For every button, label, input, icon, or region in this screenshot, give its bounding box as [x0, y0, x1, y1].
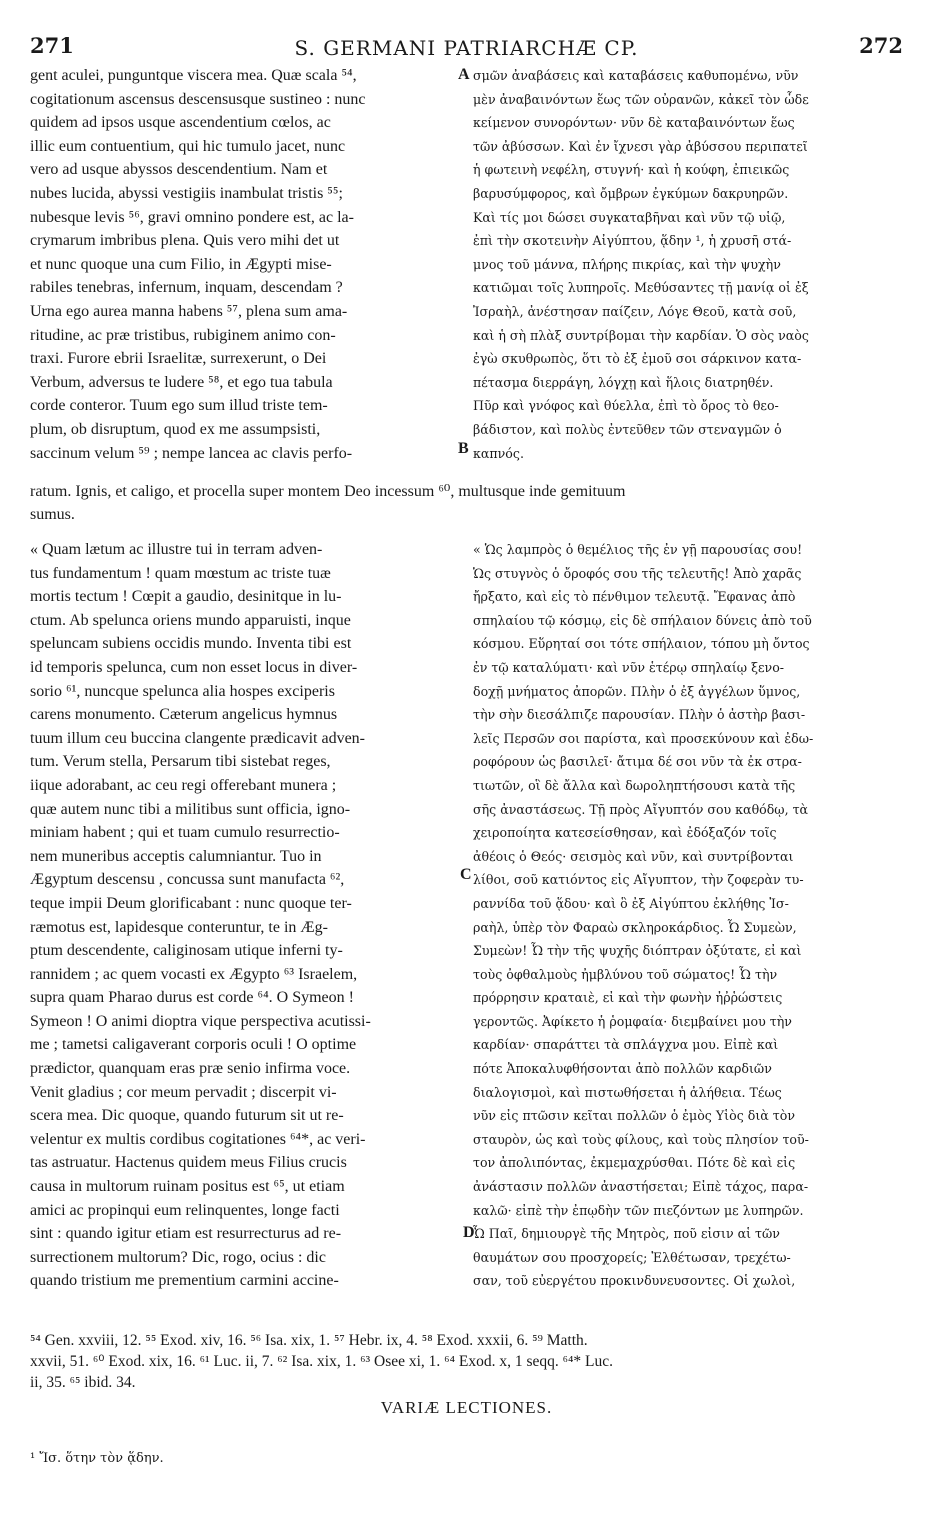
text-line: πέτασμα διερράγη, λόγχῃ καὶ ἥλοις διατρηθέν. — [473, 374, 774, 390]
text-line: xxvii, 51. ⁶⁰ Exod. xix, 16. ⁶¹ Luc. ii, 7. ⁶² Isa. xix, 1. ⁶³ Osee xi, 1. ⁶⁴ Exod. x, 1 seqq. ⁶⁴* Luc. — [30, 1353, 614, 1370]
text-line: λίθοι, σοῦ κατιόντος εἰς Αἴγυπτον, τὴν ζοφερὰν τυ- — [473, 872, 804, 888]
text-line: ἐν τῷ καταλύματι· καὶ νῦν ἑτέρῳ σπηλαίῳ ξενο- — [473, 659, 785, 675]
text-line: γεροντῶς. Ἀφίκετο ἡ ῥομφαία· διεμβαίνει μου τὴν — [473, 1013, 792, 1029]
text-line: Πῦρ καὶ γνόφος καὶ θύελλα, ἐπὶ τὸ ὄρος τὸ θεο- — [473, 398, 779, 414]
text-line: traxi. Furore ebrii Israelitæ, surrexerunt, o Dei — [30, 350, 327, 368]
text-line: Ὦ Παῖ, δημιουργὲ τῆς Μητρὸς, ποῦ εἰσιν αἱ τῶν — [473, 1226, 780, 1242]
text-line: ctum. Ab spelunca oriens mundo apparuisti, inque — [30, 611, 351, 629]
text-line: καλῶ· εἰπὲ τὴν ἐπῳδὴν τῶν πιεζόντων με λυπηρῶν. — [473, 1202, 804, 1218]
text-line: cogitationum ascensus descensusque sustineo : nunc — [30, 90, 366, 108]
text-line: supra quam Pharao durus est corde ⁶⁴. O Symeon ! — [30, 989, 354, 1007]
variae-lectiones-title: VARIÆ LECTIONES. — [380, 1398, 553, 1417]
text-line: Ἰσραὴλ, ἀνέστησαν παίζειν, Λόγε Θεοῦ, κατὰ σοῦ, — [473, 303, 797, 319]
text-line: « Quam lætum ac illustre tui in terram adven- — [30, 541, 323, 558]
text-line: λεῖς Περσῶν σοι παρίστα, καὶ προσεκύνουν καὶ ἐδω- — [473, 730, 814, 746]
latin-column-top — [30, 64, 455, 465]
text-line: ραὴλ, ὑπὲρ τὸν Φαραὼ σκληροκάρδιος. Ὦ Συμεὼν, — [473, 919, 797, 935]
text-line: ραννίδα τοῦ ᾅδου· καὶ ὃ ἐξ Αἰγύπτου ἐκλήθης Ἰσ- — [473, 895, 789, 911]
text-line: βάδιστον, καὶ πολὺς ἐντεῦθεν τῶν στεναγμῶν ὁ — [473, 421, 782, 437]
text-line: quidem ad ipsos usque ascendentium cœlos, ac — [30, 114, 331, 132]
text-line: Ὡς στυγνὸς ὁ ὄροφός σου τῆς τελευτῆς! Ἀπὸ χαρᾶς — [473, 565, 802, 581]
text-line: χειροποίητα κατεσείσθησαν, καὶ ἐδόξαζόν τοῖς — [473, 825, 777, 841]
text-line: Συμεὼν! Ὦ τὴν τῆς ψυχῆς διόπτραν ὀξύτατε, εἰ καὶ — [473, 943, 802, 959]
greek-column-top — [473, 64, 905, 465]
text-line: Venit gladius ; cor meum pervadit ; discerpit vi- — [30, 1083, 337, 1101]
text-line: nubes lucida, abyssi vestigiis inambulat tristis ⁵⁵; — [30, 184, 343, 202]
footnotes — [30, 1330, 903, 1393]
latin-column-bottom — [30, 538, 455, 1293]
text-line: miniam habent ; qui et tuam cumulo resurrectio- — [30, 824, 340, 842]
text-line: carens monumento. Cæterum angelicus hymnus — [30, 706, 338, 724]
text-line: ptum descendente, caliginosam utique inferni ty- — [30, 942, 343, 960]
text-line: nem muneribus acceptis calumniantur. Tuo in — [30, 847, 322, 865]
text-line: ⁵⁴ Gen. xxviii, 12. ⁵⁵ Exod. xiv, 16. ⁵⁶ Isa. xix, 1. ⁵⁷ Hebr. ix, 4. ⁵⁸ Exod. xxxii, 6. ⁵⁹ Matth. — [30, 1332, 588, 1349]
text-line: τον ἀπολιπόντας, ἐκμεμαχρύσθαι. Πότε δὲ καὶ εἰς — [473, 1155, 796, 1171]
text-line: iique adorabant, ac ceu regi offerebant munera ; — [30, 776, 337, 794]
text-line: ἐπὶ τὴν σκοτεινὴν Αἰγύπτου, ᾅδην ¹, ἡ χρυσῆ στά- — [473, 233, 792, 249]
greek-column-bottom — [473, 538, 905, 1293]
text-line: ii, 35. ⁶⁵ ibid. 34. — [30, 1374, 136, 1391]
text-line: vero ad usque abyssos descendentium. Nam et — [30, 161, 328, 179]
text-line: corde conteror. Tuum ego sum illud triste tem- — [30, 397, 328, 415]
text-line: νῦν εἰς πτῶσιν κεῖται πολλῶν ὁ ἐμὸς Υἱὸς διὰ τὸν — [473, 1108, 795, 1124]
margin-marker-a: A — [458, 66, 470, 83]
text-line: tum. Verum stella, Persarum tibi sistebat reges, — [30, 753, 331, 771]
text-line: ræmotus est, lapidesque conteruntur, te in Æg- — [30, 918, 328, 936]
text-line: crymarum imbribus plena. Quis vero mihi det ut — [30, 232, 340, 250]
running-head: S. GERMANI PATRIARCHÆ CP. — [294, 36, 639, 60]
text-line: id temporis spelunca, cum non esset locus in diver- — [30, 658, 358, 676]
text-line: σταυρὸν, ὡς καὶ τοὺς φίλους, καὶ τοὺς πλησίον τοῦ- — [473, 1131, 809, 1147]
text-line: tus fundamentum ! quam mœstum ac triste tuæ — [30, 564, 331, 582]
text-line: ἀνάστασιν πολλῶν ἀναστήσεται; Εἰπὲ τάχος, παρα- — [473, 1179, 809, 1195]
text-line: quæ autem nunc tibi a militibus sunt officia, igno- — [30, 800, 351, 818]
text-line: ἤρξατο, καὶ εἰς τὸ πένθιμον τελευτᾷ. Ἔφανας ἀπὸ — [473, 589, 796, 605]
text-line: θαυμάτων σου προσχορείς; Ἐλθέτωσαν, τρεχέτω- — [473, 1249, 791, 1265]
text-line: τῶν ἀβύσσων. Καὶ ἐν ἴχνεσι γὰρ ἀβύσσου περιπατεῖ — [473, 138, 808, 154]
text-line: σμῶν ἀναβάσεις καὶ καταβάσεις καθυπομένω, νῦν — [473, 68, 799, 83]
text-line: tas astruatur. Hactenus quidem meus Filius crucis — [30, 1154, 347, 1172]
text-line: nubesque levis ⁵⁶, gravi omnino pondere est, ac la- — [30, 208, 354, 226]
text-line: « Ὡς λαμπρὸς ὁ θεμέλιος τῆς ἐν γῇ παρουσίας σου! — [473, 542, 803, 557]
text-line: βαρυσύμφορος, καὶ ὄμβρων ἐγκύμων δακρυηρῶν. — [473, 185, 789, 201]
text-line: τιωτῶν, οἳ δὲ ἄλλα καὶ δωροληπτήσουσι κατὰ τῆς — [473, 777, 796, 793]
text-line: Ægyptum descensu , concussa sunt manufacta ⁶², — [30, 871, 345, 889]
variae-lectiones-note: ¹ Ἴσ. ὅτην τὸν ᾅδην. — [30, 1451, 164, 1466]
text-line: saccinum velum ⁵⁹ ; nempe lancea ac clavis perfo- — [30, 444, 353, 462]
text-line: σῆς ἀναστάσεως. Τῇ πρὸς Αἴγυπτόν σου καθόδῳ, τὰ — [473, 801, 809, 817]
text-line: σπηλαίου τῷ κόσμῳ, εἰς δὲ σπήλαιον δύνεις ἀπὸ τοῦ — [473, 612, 812, 628]
text-line: Verbum, adversus te ludere ⁵⁸, et ego tua tabula — [30, 373, 333, 391]
text-line: ἡ φωτεινὴ νεφέλη, στυγνή· καὶ ἡ κούφη, ἐπιεικῶς — [473, 162, 790, 178]
text-line: καὶ ἡ σὴ πλὰξ συντρίβομαι τὴν καρδίαν. Ὁ σὸς ναὸς — [473, 327, 809, 343]
margin-marker-d: D — [463, 1224, 475, 1241]
text-line: Καὶ τίς μοι δώσει συγκαταβῆναι καὶ νῦν τῷ υἱῷ, — [473, 209, 786, 225]
text-line: speluncam subiens occidis mundo. Inventa tibi est — [30, 635, 352, 653]
text-line: μὲν ἀναβαινόντων ἕως τῶν οὐρανῶν, κἀκεῖ τὸν ὧδε — [473, 91, 809, 107]
full-width-line: ratum. Ignis, et caligo, et procella super montem Deo incessum ⁶⁰, multusque inde gemituum — [30, 483, 626, 500]
text-line: κατιῶμαι τοῖς λυπηροῖς. Μεθύσαντες τῇ μανίᾳ οἱ ἐξ — [473, 280, 809, 296]
text-line: quando tristium me prementium carmini accine- — [30, 1272, 339, 1290]
text-line: tuum illum ceu buccina clangente prædicavit adven- — [30, 729, 365, 747]
text-line: διαλογισμοὶ, καὶ πιστωθήσεται ἡ ἀλήθεια. Τέως — [473, 1084, 782, 1100]
text-line: Urna ego aurea manna habens ⁵⁷, plena sum ama- — [30, 302, 348, 320]
text-line: me ; tametsi caligaverant corporis oculi ! O optime — [30, 1036, 357, 1054]
text-line: rabiles tenebras, infernum, inquam, descendam ? — [30, 279, 343, 297]
text-line: rannidem ; ac quem vocasti ex Ægypto ⁶³ Israelem, — [30, 965, 358, 983]
text-line: κείμενον συνορόντων· νῦν δὲ καταβαινόντων ἕως — [473, 115, 795, 131]
text-line: δοχῇ μνήματος ἀπορῶν. Πλὴν ὁ ἐξ ἀγγέλων ὕμνος, — [473, 683, 801, 699]
text-line: amici ac propinqui eum relinquentes, longe facti — [30, 1201, 340, 1219]
text-line: gent aculei, punguntque viscera mea. Quæ scala ⁵⁴, — [30, 67, 357, 84]
text-line: ἐγὼ σκυθρωπὸς, ὅτι τὸ ἐξ ἐμοῦ σοι σάρκινον κατα- — [473, 351, 802, 367]
page-number-left: 271 — [30, 33, 74, 58]
margin-marker-b: B — [458, 440, 469, 457]
page-number-right: 272 — [859, 33, 903, 58]
text-line: μνος τοῦ μάννα, πλήρης πικρίας, καὶ τὴν ψυχὴν — [473, 256, 781, 272]
margin-marker-c: C — [460, 866, 472, 883]
text-line: mortis tectum ! Cœpit a gaudio, desinitque in lu- — [30, 588, 342, 606]
text-line: καρδίαν· σπαράττει τὰ σπλάγχνα μου. Εἰπὲ καὶ — [473, 1037, 779, 1053]
text-line: surrectionem multorum? Dic, rogo, ocius : dic — [30, 1248, 326, 1266]
text-line: τοὺς ὀφθαλμοὺς ἠμβλύνου τοῦ σώματος! Ὦ τὴν — [473, 966, 778, 982]
text-line: καπνός. — [473, 445, 524, 461]
text-line: ἀθέοις ὁ Θεός· σεισμὸς καὶ νῦν, καὶ συντρίβονται — [473, 848, 794, 864]
text-line: πρόρρησιν κραταιὲ, εἰ καὶ τὴν φωνὴν ἠῤῥώστεις — [473, 990, 783, 1006]
text-line: teque impii Deum glorificabant : nunc quoque ter- — [30, 894, 352, 912]
text-line: sorio ⁶¹, nuncque spelunca alia hospes exciperis — [30, 682, 335, 700]
full-width-line-end: sumus. — [30, 506, 75, 523]
text-line: causa in multorum ruinam positus est ⁶⁵, ut etiam — [30, 1178, 345, 1196]
text-line: ritudine, ac præ tristibus, rubiginem animo con- — [30, 326, 336, 344]
text-line: τὴν σὴν διεσάλπιζε παρουσίαν. Πλὴν ὁ ἀστὴρ βασι- — [473, 707, 806, 723]
text-line: Symeon ! O animi dioptra vique perspectiva acutissi- — [30, 1012, 371, 1030]
text-line: κόσμου. Εὕρηταί σοι τότε σπήλαιον, τόπου μὴ ὄντος — [473, 636, 810, 652]
text-line: sint : quando igitur etiam est resurrecturus ad re- — [30, 1225, 342, 1243]
text-line: velentur ex multis cordibus cogitationes ⁶⁴*, ac veri- — [30, 1130, 366, 1148]
text-line: plum, ob disruptum, quod ex me assumpsisti, — [30, 420, 321, 438]
text-line: illic eum contuentium, qui hic tumulo jacet, nunc — [30, 137, 346, 155]
text-line: πότε Ἀποκαλυφθήσονται ἀπὸ πολλῶν καρδιῶν — [473, 1061, 772, 1077]
text-line: σαν, τοῦ εὐεργέτου προκινδυνευσοντες. Οἱ χωλοὶ, — [473, 1273, 796, 1289]
text-line: scera mea. Dic quoque, quando futurum sit ut re- — [30, 1107, 344, 1125]
text-line: ροφόρουν ὡς βασιλεῖ· ἄτιμα δέ σοι νῦν τὰ ἐκ στρα- — [473, 754, 802, 770]
text-line: prædictor, quanquam eras præ senio infirma voce. — [30, 1060, 351, 1078]
text-line: et nunc quoque una cum Filio, in Ægypti mise- — [30, 255, 332, 273]
